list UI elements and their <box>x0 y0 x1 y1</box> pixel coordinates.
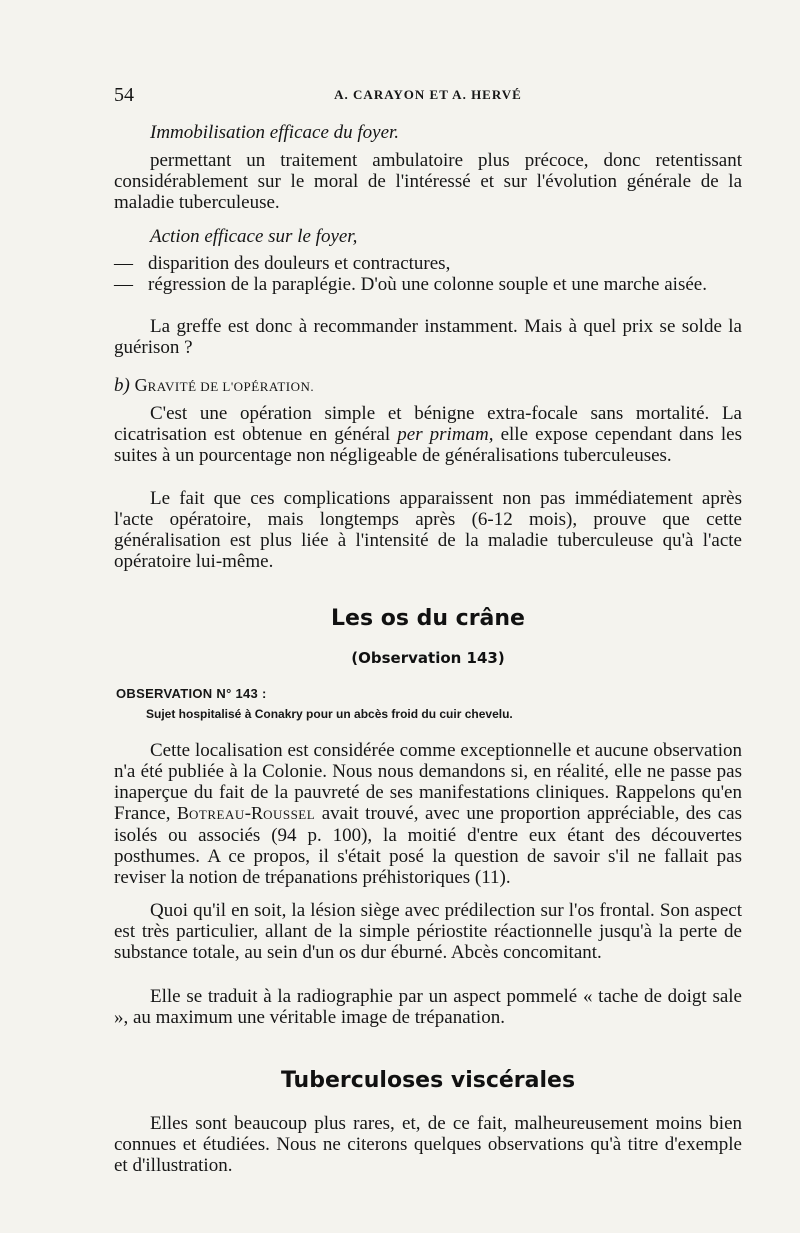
page-header <box>114 84 742 106</box>
dash-item <box>114 274 742 295</box>
section-b-label: b) <box>114 375 130 396</box>
section-b-title <box>114 375 742 397</box>
crane-para-1 <box>114 740 742 888</box>
dash-item-text: régression de la paraplégie. D'où une colonne souple et une marche aisée. <box>148 274 707 295</box>
visceral-para-1: Elles sont beaucoup plus rares, et, de ce fait, malheureusement moins bien connues et étudiées. Nous ne citerons quelques observations qu'à titre d'exemple et d'illustration. <box>114 1113 742 1176</box>
author-initial: R <box>251 803 264 823</box>
dash-mark: — <box>114 253 133 274</box>
observation-label: OBSERVATION N° 143 : <box>116 686 267 701</box>
page-number: 54 <box>114 84 134 106</box>
section-b-title-initial: G <box>134 375 148 395</box>
author-initial: B <box>176 803 189 823</box>
author-dash: - <box>244 803 252 824</box>
section-title-crane: Les os du crâne <box>331 606 525 631</box>
p1-italic: per primam, <box>397 424 494 445</box>
running-head: A. CARAYON ET A. HERVÉ <box>334 87 522 102</box>
crane-para-2: Quoi qu'il en soit, la lésion siège avec prédilection sur l'os frontal. Son aspect est très particulier, allant de la simple périostite réactionnelle jusqu'à la perte de substance totale, au sein d'un os dur éburné. Abcès concomitant. <box>114 900 742 963</box>
author-rest: OUSSEL <box>263 807 316 822</box>
section-title-visceral: Tuberculoses viscérales <box>280 1068 576 1093</box>
dash-item <box>114 253 742 274</box>
crane-para-3: Elle se traduit à la radiographie par un aspect pommelé « tache de doigt sale », au maximum une véritable image de trépanation. <box>114 986 742 1028</box>
p1-before: C'est une opération simple et bénigne extra-focale sans mortalité. La cicatrisation est obtenue en général <box>114 403 742 445</box>
block1-heading: Immobilisation efficace du foyer. <box>150 122 400 143</box>
section-b-para-1 <box>114 403 742 466</box>
block1-text: permettant un traitement ambulatoire plus précoce, donc retentissant considérablement sur le moral de l'intéressé et sur l'évolution générale de la maladie tuberculeuse. <box>114 150 742 213</box>
block2-conclusion: La greffe est donc à recommander instamment. Mais à quel prix se solde la guérison ? <box>114 316 742 358</box>
section-subtitle-crane: (Observation 143) <box>351 649 505 667</box>
observation-description: Sujet hospitalisé à Conakry pour un abcès froid du cuir chevelu. <box>146 707 513 721</box>
section-b-title-rest: RAVITÉ DE L'OPÉRATION. <box>147 379 315 394</box>
author-rest: OTREAU <box>189 807 245 822</box>
p1-after: elle expose cependant dans les suites à un pourcentage non négligeable de généralisations tuberculeuses. <box>114 424 742 466</box>
crane-p1-before: Cette localisation est considérée comme exceptionnelle et aucune observation n'a été publiée à la Colonie. Nous nous demandons si, en réalité, elle ne passe pas inaperçue du fait de la pauvreté de ses manifestations cliniques. Rappelons qu'en France, <box>114 740 742 824</box>
section-b-para-2: Le fait que ces complications apparaissent non pas immédiatement après l'acte opératoire, mais longtemps après (6-12 mois), prouve que cette généralisation est plus liée à l'intensité de la maladie tuberculeuse qu'à l'acte opératoire lui-même. <box>114 488 742 572</box>
crane-p1-after: avait trouvé, avec une proportion appréciable, des cas isolés ou associés (94 p. 100), la moitié d'entre eux étant des découvertes posthumes. A ce propos, il s'était posé la question de savoir s'il ne fallait pas reviser la notion de trépanations préhistoriques (11). <box>114 803 742 888</box>
dash-list <box>114 253 742 295</box>
dash-item-text: disparition des douleurs et contractures, <box>148 253 451 274</box>
dash-mark: — <box>114 274 133 295</box>
block2-heading: Action efficace sur le foyer, <box>150 226 358 247</box>
